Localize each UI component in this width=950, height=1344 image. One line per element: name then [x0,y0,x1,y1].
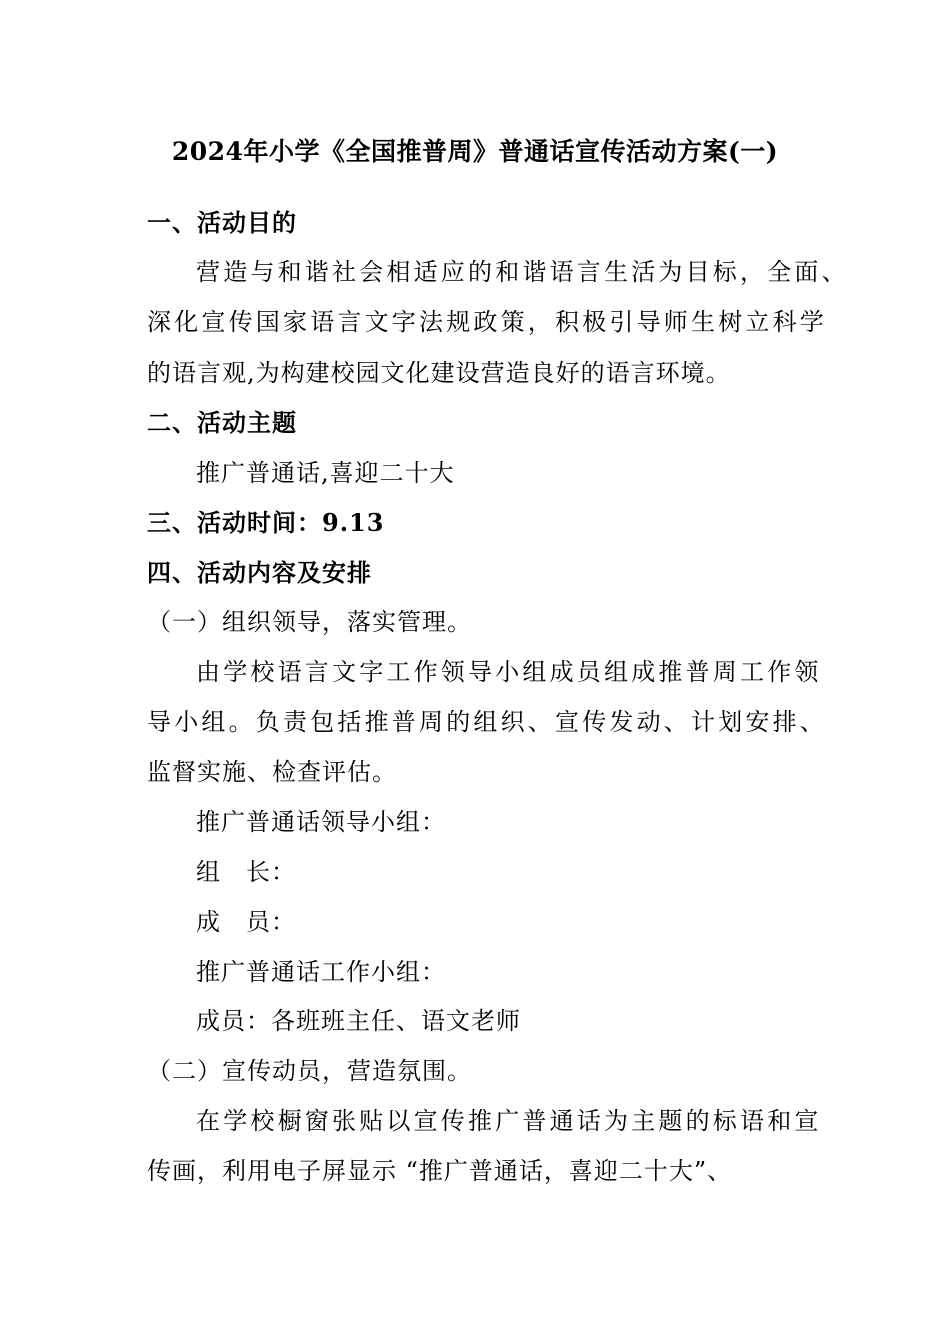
members-label: 成 员： [196,908,296,936]
subsection-heading-organization: （一）组织领导，落实管理。 [147,608,472,636]
section-heading-content: 四、活动内容及安排 [147,558,372,587]
document-title: 2024年小学《全国推普周》普通话宣传活动方案(一) [171,137,779,166]
leader-label: 组 长： [196,858,296,886]
paragraph-line: 的语言观,为构建校园文化建设营造良好的语言环境。 [147,359,731,387]
section-heading-purpose: 一、活动目的 [147,208,297,237]
work-members-label: 成员：各班班主任、语文老师 [196,1007,521,1035]
paragraph-line: 传画，利用电子屏显示 “推广普通话，喜迎二十大”、 [147,1157,733,1185]
work-group-label: 推广普通话工作小组： [196,958,446,986]
leader-group-label: 推广普通话领导小组： [196,808,446,836]
paragraph-line: 由学校语言文字工作领导小组成员组成推普周工作领 [196,658,822,686]
paragraph-line: 在学校橱窗张贴以宣传推广普通话为主题的标语和宣 [196,1107,822,1135]
section-heading-time: 三、活动时间：9.13 [147,508,385,537]
subsection-heading-publicity: （二）宣传动员，营造氛围。 [147,1057,472,1085]
paragraph-line: 深化宣传国家语言文字法规政策，积极引导师生树立科学 [147,308,827,336]
section-heading-theme: 二、活动主题 [147,408,297,437]
paragraph-line: 营造与和谐社会相适应的和谐语言生活为目标，全面、 [196,258,849,286]
paragraph-line: 监督实施、检查评估。 [147,758,397,786]
paragraph-line: 导小组。负责包括推普周的组织、宣传发动、计划安排、 [147,708,827,736]
theme-text: 推广普通话,喜迎二十大 [196,459,455,487]
